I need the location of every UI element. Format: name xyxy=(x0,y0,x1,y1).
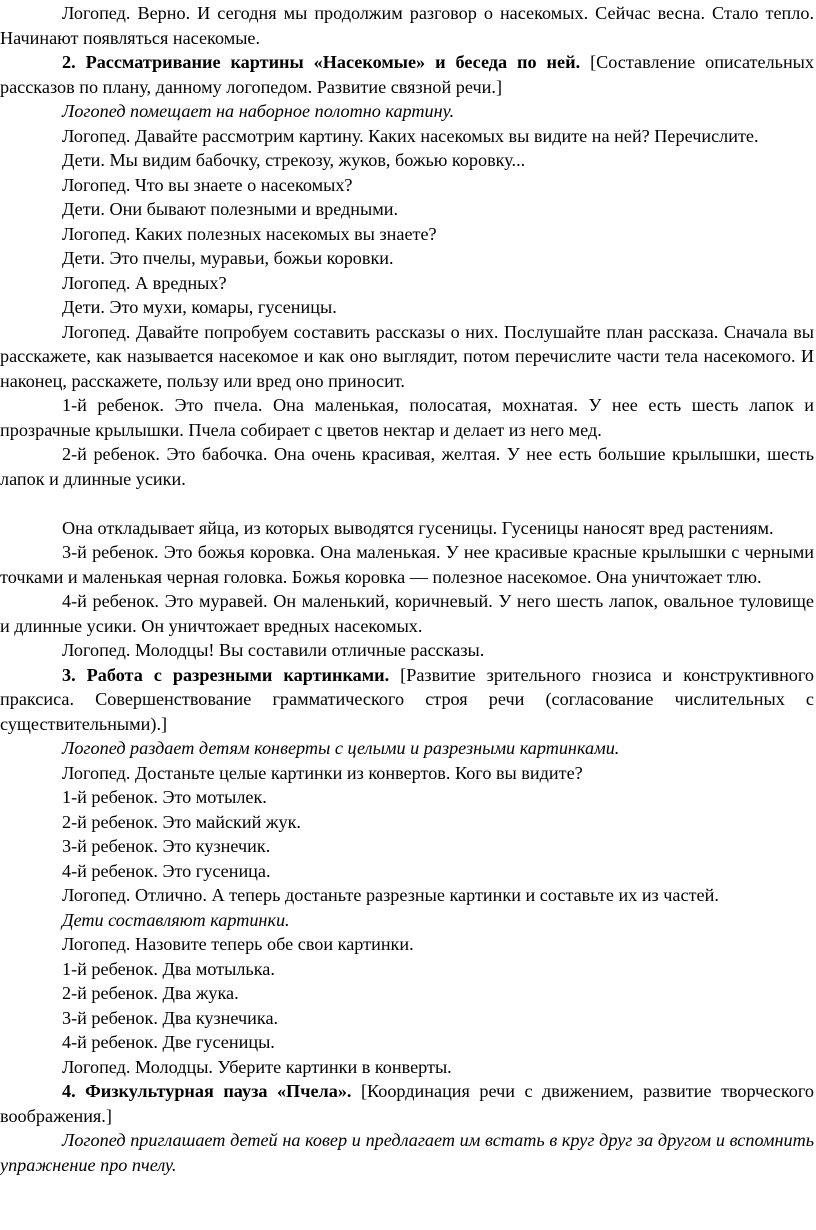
document-body xyxy=(0,1,814,1177)
dialogue-paragraph: Логопед. Отлично. А теперь достаньте разрезные картинки и составьте их из частей. xyxy=(62,885,719,905)
section-goal: [Координация речи с движением, развитие творческого воображения.] xyxy=(0,1081,814,1126)
dialogue-paragraph: Она откладывает яйца, из которых выводятся гусеницы. Гусеницы наносят вред растениям. xyxy=(62,517,774,538)
dialogue-paragraph: Дети. Это пчелы, муравьи, божьи коровки. xyxy=(62,248,394,268)
section-heading-paragraph xyxy=(0,1079,814,1128)
dialogue-paragraph: 4-й ребенок. Это гусеница. xyxy=(62,860,271,881)
dialogue-paragraph: 3-й ребенок. Это божья коровка. Она маленькая. У нее красивые красные крылышки с черными точками и маленькая черная головка. Божья коровка — полезное насекомое. Она уничтожает тлю. xyxy=(0,542,814,587)
dialogue-paragraph: 2-й ребенок. Это майский жук. xyxy=(62,811,301,832)
dialogue-paragraph: Логопед. Что вы знаете о насекомых? xyxy=(62,174,353,195)
dialogue-paragraph: Логопед. Каких полезных насекомых вы знаете? xyxy=(62,223,437,244)
section-heading-paragraph xyxy=(0,50,814,99)
dialogue-paragraph: 3-й ребенок. Это кузнечик. xyxy=(62,836,271,856)
stage-direction: Логопед приглашает детей на ковер и предлагает им встать в круг друг за другом и вспомнить упражнение про пчелу. xyxy=(0,1130,814,1175)
section-heading-paragraph xyxy=(0,663,814,737)
dialogue-paragraph: Логопед. А вредных? xyxy=(62,272,227,293)
dialogue-paragraph: 2-й ребенок. Это бабочка. Она очень красивая, желтая. У нее есть большие крылышки, шесть лапок и длинные усики. xyxy=(0,444,814,489)
dialogue-paragraph: Дети. Мы видим бабочку, стрекозу, жуков, божью коровку... xyxy=(62,150,526,170)
dialogue-paragraph: Логопед. Достаньте целые картинки из конвертов. Кого вы видите? xyxy=(62,762,583,783)
section-goal: [Развитие зрительного гнозиса и конструктивного праксиса. Совершенствование грамматического строя речи (согласование числительных с существительными).] xyxy=(0,664,815,734)
dialogue-paragraph: 1-й ребенок. Это мотылек. xyxy=(62,787,267,807)
section-heading: 3. Работа с разрезными картинками. xyxy=(62,664,390,685)
dialogue-paragraph: Логопед. Назовите теперь обе свои картинки. xyxy=(62,934,414,954)
dialogue-paragraph: Логопед. Верно. И сегодня мы продолжим разговор о насекомых. Сейчас весна. Стало тепло. Начинают появляться насекомые. xyxy=(0,3,814,48)
stage-direction: Дети составляют картинки. xyxy=(62,909,290,930)
dialogue-paragraph: Логопед. Давайте попробуем составить рассказы о них. Послушайте план рассказа. Сначала вы расскажете, как называется насекомое и как оно выглядит, потом перечислите части тела насекомого. И наконец, расскажете, пользу или вред оно приносит. xyxy=(0,321,814,391)
section-goal: [Составление описательных рассказов по плану, данному логопедом. Развитие связной речи.] xyxy=(0,52,814,97)
stage-direction: Логопед помещает на наборное полотно картину. xyxy=(62,101,455,121)
dialogue-paragraph: 1-й ребенок. Два мотылька. xyxy=(62,958,275,979)
dialogue-paragraph: 2-й ребенок. Два жука. xyxy=(62,983,239,1003)
dialogue-paragraph: Логопед. Давайте рассмотрим картину. Каких насекомых вы видите на ней? Перечислите. xyxy=(62,125,759,146)
dialogue-paragraph: Логопед. Молодцы! Вы составили отличные рассказы. xyxy=(62,640,485,660)
dialogue-paragraph: 4-й ребенок. Это муравей. Он маленький, коричневый. У него шесть лапок, овальное туловище и длинные усики. Он уничтожает вредных насекомых. xyxy=(0,591,814,636)
dialogue-paragraph: 1-й ребенок. Это пчела. Она маленькая, полосатая, мохнатая. У нее есть шесть лапок и прозрачные крылышки. Пчела собирает с цветов нектар и делает из него мед. xyxy=(0,395,814,440)
section-heading: 2. Рассматривание картины «Насекомые» и беседа по ней. xyxy=(62,52,581,72)
dialogue-paragraph: 4-й ребенок. Две гусеницы. xyxy=(62,1032,275,1052)
section-heading: 4. Физкультурная пауза «Пчела». xyxy=(62,1081,352,1101)
dialogue-paragraph: Дети. Это мухи, комары, гусеницы. xyxy=(62,297,337,317)
dialogue-paragraph: Дети. Они бывают полезными и вредными. xyxy=(62,199,399,219)
dialogue-paragraph: Логопед. Молодцы. Уберите картинки в конверты. xyxy=(62,1056,452,1077)
dialogue-paragraph: 3-й ребенок. Два кузнечика. xyxy=(62,1007,279,1028)
stage-direction: Логопед раздает детям конверты с целыми и разрезными картинками. xyxy=(62,738,620,758)
